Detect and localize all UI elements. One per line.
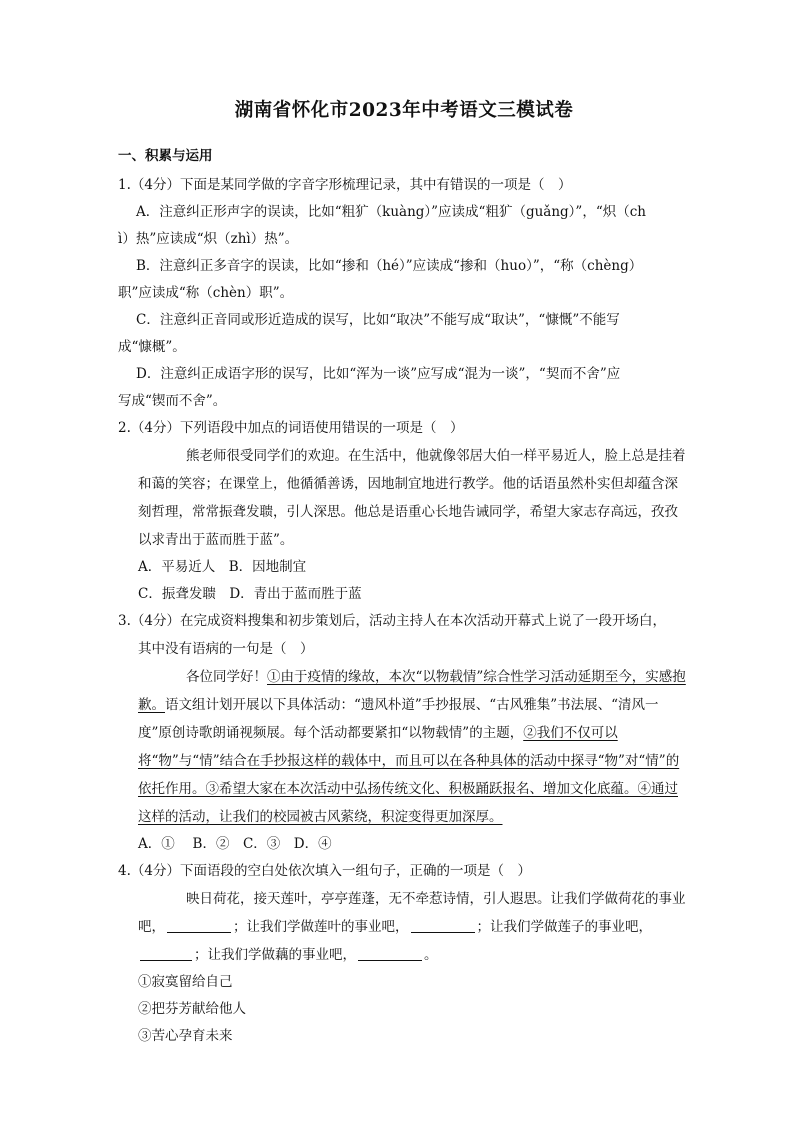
choice-item-2: ②把芬芳献给他人 <box>138 1001 246 1017</box>
page-title: 湖南省怀化市2023年中考语文三模试卷 <box>234 100 574 121</box>
options-row: A．① B．② C．③ D．④ <box>138 836 332 852</box>
answer-blank-1 <box>167 919 231 934</box>
passage-greeting: 各位同学好！ <box>186 669 267 685</box>
sentence-3: ③希望大家在本次活动中弘扬传统文化、积极踊跃报名、增加文化底蕴。 <box>205 781 638 797</box>
section-heading: 一、积累与运用 <box>118 148 213 164</box>
question-1 <box>118 172 690 415</box>
answer-blank-3 <box>140 947 192 962</box>
question-stem: 4.（4分）下面语段的空白处依次填入一组句子，正确的一项是（ ） <box>118 863 531 879</box>
option-d-line-2: 写成“锲而不舍”。 <box>118 393 227 409</box>
choice-item-1: ①寂寞留给自己 <box>138 974 233 990</box>
question-2 <box>118 415 690 608</box>
passage-text-5: 。 <box>424 947 438 963</box>
option-a-line-2: ì）热”应读成“炽（zhì）热”。 <box>118 231 299 247</box>
question-passage <box>118 663 690 831</box>
option-b-line-2: 职”应读成“称（chèn）职”。 <box>118 285 294 301</box>
question-passage <box>118 885 690 969</box>
question-stem: 1.（4分）下面是某同学做的字音字形梳理记录，其中有错误的一项是（ ） <box>118 177 572 193</box>
passage-text-3: ；让我们学做莲子的事业吧， <box>476 919 652 935</box>
sentence-4: ④通过这样的活动，让我们的校园被古风萦绕，积淀变得更加深厚。 <box>138 781 678 825</box>
answer-blank-2 <box>411 919 475 934</box>
passage-middle: 语文组计划开展以下具体活动：“遗风朴道”手抄报展、“古风雅集”书法展、“清风一度”原创诗歌朗诵视频展。每个活动都要紧扣“以物载情”的主题， <box>138 697 659 741</box>
question-3 <box>118 608 690 858</box>
sentence-1: ①由于疫情的缘故，本次“以物载情”综合性学习活动延期至今，实感抱歉。 <box>138 669 686 713</box>
option-c-line-2: 成“慷概”。 <box>118 339 186 355</box>
options-row-2: C．振聋发聩 D．青出于蓝而胜于蓝 <box>138 586 362 602</box>
question-passage: 熊老师很受同学们的欢迎。在生活中，他就像邻居大伯一样平易近人，脸上总是挂着和蔼的笑容；在课堂上，他循循善诱，因地制宜地进行教学。他的话语虽然朴实但却蕴含深刻哲理，常常振聋发聩，引人深思。他总是语重心长地告诫同学，希望大家志存高远，孜孜以求青出于蓝而胜于蓝”。 <box>138 448 686 548</box>
answer-blank-4 <box>358 947 422 962</box>
option-b-line-1: B．注意纠正多音字的误读，比如“掺和（hé）”应读成“掺和（huo）”，“称（chèng） <box>136 258 643 274</box>
option-c-line-1: C．注意纠正音同或形近造成的误写，比如“取决”不能写成“取诀”，“慷慨”不能写 <box>136 312 620 328</box>
question-stem-line-2: 其中没有语病的一句是（ ） <box>138 641 314 657</box>
passage-text-2: ；让我们学做莲叶的事业吧， <box>233 919 409 935</box>
question-4 <box>118 858 690 1050</box>
choice-item-3: ③苦心孕育未来 <box>138 1028 233 1044</box>
passage-text-1: 映日荷花，接天莲叶，亭亭莲蓬，无不牵惹诗情，引人遐思。让我们学做荷花的事业吧， <box>138 891 686 935</box>
options-row-1: A．平易近人 B．因地制宜 <box>138 559 307 575</box>
question-stem: 2.（4分）下列语段中加点的词语使用错误的一项是（ ） <box>118 420 464 436</box>
sentence-2: ②我们不仅可以将“物”与“情”结合在手抄报这样的载体中，而且可以在各种具体的活动中探寻“物”对“情”的依托作用。 <box>138 725 680 797</box>
option-a-line-1: A．注意纠正形声字的误读，比如“粗犷（kuàng）”应读成“粗犷（guǎng）”，“炽（ch <box>136 204 646 220</box>
passage-text-4: ；让我们学做藕的事业吧， <box>194 947 356 963</box>
option-d-line-1: D．注意纠正成语字形的误写，比如“浑为一谈”应写成“混为一谈”，“契而不舍”应 <box>136 366 621 382</box>
question-stem-line-1: 3.（4分）在完成资料搜集和初步策划后，活动主持人在本次活动开幕式上说了一段开场白， <box>118 613 666 629</box>
